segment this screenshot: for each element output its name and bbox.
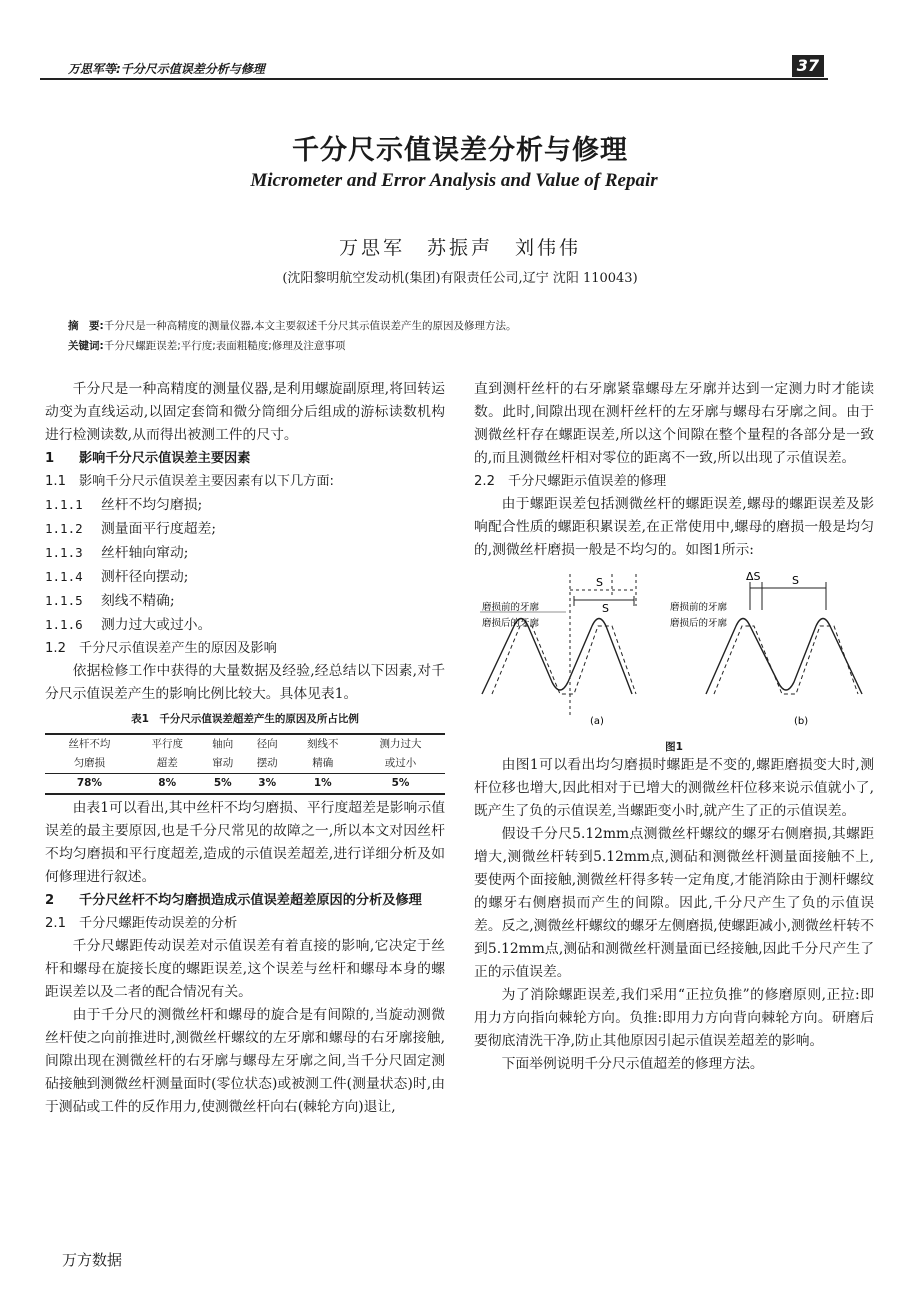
table-header-cell: 匀磨损 xyxy=(73,757,106,769)
worn-profile-b xyxy=(706,619,862,695)
table-header-cell: 精确 xyxy=(312,757,334,769)
table-cell: 8% xyxy=(134,774,201,795)
worn-profile-a xyxy=(482,619,632,695)
running-header xyxy=(40,54,828,80)
pitch-label: S xyxy=(596,576,603,589)
table-header-cell: 或过小 xyxy=(384,757,417,769)
paragraph: 千分尺螺距传动误差对示值误差有着直接的影响,它决定于丝杆和螺母在旋接长度的螺距误差,这个误差与丝杆和螺母本身的螺距误差以及二者的配合情况有关。 xyxy=(45,938,445,1000)
list-item: 1.1.3 丝杆轴向窜动; xyxy=(45,545,189,561)
paragraph: 由于千分尺的测微丝杆和螺母的旋合是有间隙的,当旋动测微丝杆使之向前推进时,测微丝杆螺纹的左牙廓和螺母的右牙廓接触,间隙出现在测微丝杆的右牙廓与螺母左牙廓之间,当千分尺固定测砧接触到测微丝杆测量面时(零位状态)或被测工件(测量状态)时,由于测砧或工件的反作用力,使测微丝杆向右(棘轮方向)退让, xyxy=(45,1007,445,1115)
title-english: Micrometer and Error Analysis and Value of Repair xyxy=(250,170,658,191)
footer-watermark: 万方数据 xyxy=(62,1251,123,1269)
table-caption: 表1 千分尺示值误差超差产生的原因及所占比例 xyxy=(131,713,359,725)
table-header-cell: 测力过大 xyxy=(356,734,445,754)
paragraph: 假设千分尺5.12mm点测微丝杆螺纹的螺牙右侧磨损,其螺距增大,测微丝杆转到5.12mm点,测砧和测微丝杆测量面接触不上,要使两个面接触,测微丝杆得多转一定角度,才能消除由于测杆螺纹的螺牙右侧磨损而产生的间隙。因此,千分尺产生了负的示值误差。反之,测微丝杆螺纹的螺牙左侧磨损,使螺距减小,测微丝杆转不到5.12mm点,测砧和测微丝杆测量面已经接触,因此千分尺产生了正的示值误差。 xyxy=(474,826,874,980)
section-heading: 2 千分尺丝杆不均匀磨损造成示值误差超差原因的分析及修理 xyxy=(45,893,422,908)
paragraph: 依据检修工作中获得的大量数据及经验,经总结以下因素,对千分尺示值误差产生的影响比例比较大。具体见表1。 xyxy=(45,663,445,702)
subfigure-label-b: (b) xyxy=(794,716,809,727)
subsection-heading: 1.1 影响千分尺示值误差主要因素有以下几方面: xyxy=(45,474,335,489)
figure-caption: 图1 xyxy=(665,741,683,753)
original-profile-a xyxy=(492,626,636,694)
keywords xyxy=(68,336,848,356)
table-cell: 3% xyxy=(245,774,289,795)
keywords-label: 关键词: xyxy=(68,340,104,352)
abstract-label: 摘 要: xyxy=(68,320,104,332)
table-row xyxy=(45,774,445,795)
section-heading: 1 影响千分尺示值误差主要因素 xyxy=(45,451,251,466)
thread-profile-diagram xyxy=(474,566,874,736)
table-cell: 78% xyxy=(45,774,134,795)
list-item: 1.1.5 刻线不精确; xyxy=(45,593,175,609)
left-column xyxy=(45,378,445,1119)
table-header-cell: 丝杆不均 xyxy=(45,734,134,754)
legend-after-b: 磨损后的牙廓 xyxy=(670,618,728,629)
table-header-cell: 轴向 xyxy=(201,734,245,754)
subsection-heading: 1.2 千分尺示值误差产生的原因及影响 xyxy=(45,641,277,656)
list-item: 1.1.2 测量面平行度超差; xyxy=(45,521,217,537)
subfigure-label-a: (a) xyxy=(590,716,604,727)
table-header-cell: 刻线不 xyxy=(289,734,356,754)
paragraph: 由于螺距误差包括测微丝杆的螺距误差,螺母的螺距误差及影响配合性质的螺距积累误差,在正常使用中,螺母的磨损一般是均匀的,测微丝杆磨损一般是不均匀的。如图1所示: xyxy=(474,496,874,558)
subsection-heading: 2.1 千分尺螺距传动误差的分析 xyxy=(45,916,238,931)
paragraph: 由表1可以看出,其中丝杆不均匀磨损、平行度超差是影响示值误差的最主要原因,也是千分尺常见的故障之一,所以本文对因丝杆不均匀磨损和平行度超差,造成的示值误差超差,进行详细分析及如何修理进行叙述。 xyxy=(45,800,445,885)
paragraph: 为了消除螺距误差,我们采用“正拉负推”的修磨原则,正拉:即用力方向指向棘轮方向。负推:即用力方向背向棘轮方向。研磨后要彻底清洗干净,防止其他原因引起示值误差超差的影响。 xyxy=(474,987,874,1049)
pitch-label: S xyxy=(602,602,609,615)
affiliation: (沈阳黎明航空发动机(集团)有限责任公司,辽宁 沈阳 110043) xyxy=(282,271,638,286)
legend-before-a: 磨损前的牙廓 xyxy=(482,602,540,613)
paragraph: 千分尺是一种高精度的测量仪器,是利用螺旋副原理,将回转运动变为直线运动,以固定套筒和微分筒细分后组成的游标读数机构进行检测读数,从而得出被测工件的尺寸。 xyxy=(45,381,445,443)
table-header-cell: 窜动 xyxy=(212,757,234,769)
paragraph: 直到测杆丝杆的右牙廓紧靠螺母左牙廓并达到一定测力时才能读数。此时,间隙出现在测杆丝杆的左牙廓与螺母右牙廓之间。由于测微丝杆存在螺距误差,所以这个间隙在整个量程的各部分是一致的,而且测微丝杆相对零位的距离不一致,所以出现了示值误差。 xyxy=(474,381,874,466)
subsection-heading: 2.2 千分尺螺距示值误差的修理 xyxy=(474,474,667,489)
list-item: 1.1.4 测杆径向摆动; xyxy=(45,569,189,585)
table-header-cell: 径向 xyxy=(245,734,289,754)
table-header-cell: 摆动 xyxy=(256,757,278,769)
authors: 万思军 苏振声 刘伟伟 xyxy=(338,237,581,259)
pitch-label: S xyxy=(792,574,799,587)
delta-pitch-label: ΔS xyxy=(746,570,761,583)
table-cell: 5% xyxy=(201,774,245,795)
figure-1 xyxy=(474,566,874,754)
ratio-table xyxy=(45,733,445,795)
original-profile-b xyxy=(714,626,858,694)
paragraph: 下面举例说明千分尺示值超差的修理方法。 xyxy=(501,1056,764,1072)
abstract-block xyxy=(68,316,848,356)
keywords-text: 千分尺螺距误差;平行度;表面粗糙度;修理及注意事项 xyxy=(103,340,346,352)
table-header-cell: 超差 xyxy=(156,757,178,769)
table-cell: 5% xyxy=(356,774,445,795)
list-item: 1.1.6 测力过大或过小。 xyxy=(45,617,212,633)
abstract xyxy=(68,316,848,336)
running-title: 万思军等:千分尺示值误差分析与修理 xyxy=(68,62,265,76)
title-chinese: 千分尺示值误差分析与修理 xyxy=(292,135,628,166)
table-cell: 1% xyxy=(289,774,356,795)
table-header-cell: 平行度 xyxy=(134,734,201,754)
paragraph: 由图1可以看出均匀磨损时螺距是不变的,螺距磨损变大时,测杆位移也增大,因此相对于已增大的测微丝杆位移来说示值就小了,既产生了负的示值误差,当螺距变小时,就产生了正的示值误差。 xyxy=(474,757,874,819)
abstract-text: 千分尺是一种高精度的测量仪器,本文主要叙述千分尺其示值误差产生的原因及修理方法。 xyxy=(103,320,517,332)
legend-before-b: 磨损前的牙廓 xyxy=(670,602,728,613)
legend-after-a: 磨损后的牙廓 xyxy=(482,618,540,629)
right-column xyxy=(474,378,874,1076)
list-item: 1.1.1 丝杆不均匀磨损; xyxy=(45,497,203,513)
page-number: 37 xyxy=(792,55,824,77)
